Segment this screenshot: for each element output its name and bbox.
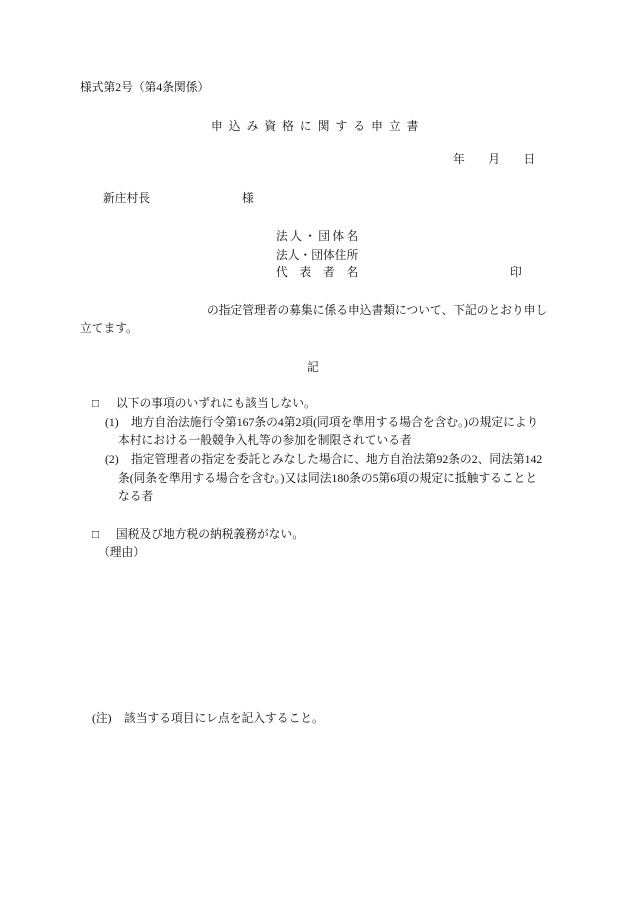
note-text: 該当する項目にレ点を記入すること。 xyxy=(124,712,324,725)
subitem-2-line-3: なる者 xyxy=(118,490,154,503)
date-line: 年 月 日 xyxy=(453,153,536,166)
org-name-label: 法人・団体名 xyxy=(276,230,361,243)
subitem-1-line-2: 本村における一般競争入札等の参加を制限されている者 xyxy=(118,434,412,447)
addressee-honorific: 様 xyxy=(242,192,254,205)
statement-line-1: の指定管理者の募集に係る申込書類について、下記のとおり申し xyxy=(207,304,548,317)
representative-label: 代 表 者 名 xyxy=(276,266,359,279)
statement-line-2: 立てます。 xyxy=(80,322,138,335)
addressee-name: 新庄村長 xyxy=(103,192,150,205)
note-label: (注) xyxy=(92,712,112,725)
document-title: 申 込 み 資 格 に 関 す る 申 立 書 xyxy=(211,120,420,133)
form-number: 様式第2号（第4条関係） xyxy=(80,81,210,94)
subitem-2-number: (2) xyxy=(105,453,119,466)
org-address-label: 法人・団体住所 xyxy=(276,249,359,262)
checkbox-icon: □ xyxy=(92,397,100,410)
subitem-2-line-1: 指定管理者の指定を委託とみなした場合に、地方自治法第92条の2、同法第142 xyxy=(131,453,543,466)
ki-heading: 記 xyxy=(307,361,319,374)
checkbox-icon: □ xyxy=(92,528,100,541)
reason-label: （理由） xyxy=(98,546,145,559)
item-2-text: 国税及び地方税の納税義務がない。 xyxy=(116,528,304,541)
subitem-1-number: (1) xyxy=(105,416,119,429)
subitem-1-line-1: 地方自治法施行令第167条の4第2項(同項を準用する場合を含む。)の規定により xyxy=(131,416,539,429)
seal-label: 印 xyxy=(510,266,522,279)
subitem-2-line-2: 条(同条を準用する場合を含む。)又は同法180条の5第6項の規定に抵触することと xyxy=(118,472,538,485)
item-1-text: 以下の事項のいずれにも該当しない。 xyxy=(116,397,316,410)
